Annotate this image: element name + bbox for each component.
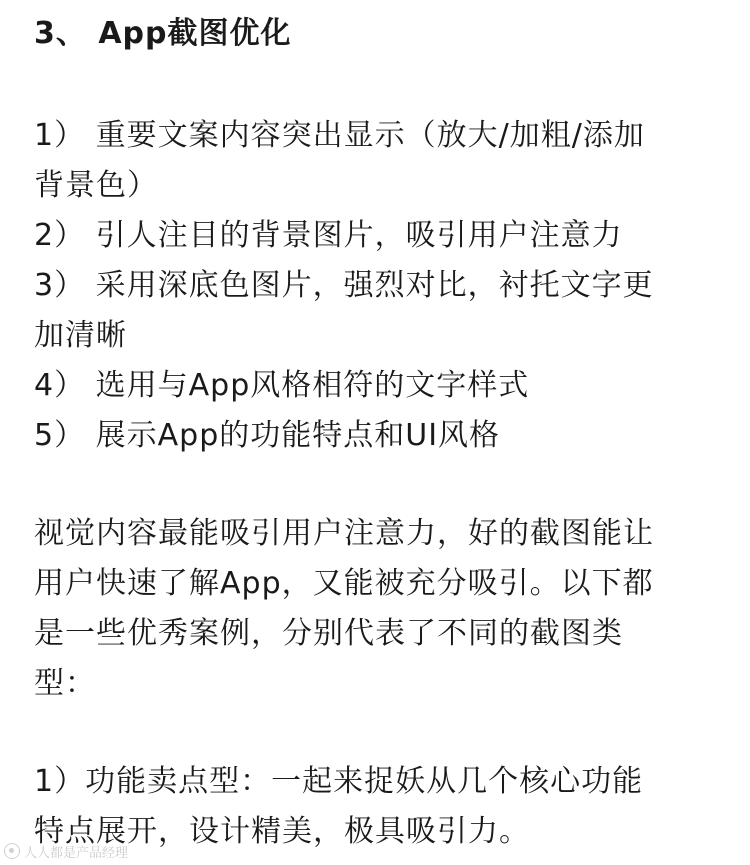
paragraph-line: 型： <box>34 666 96 701</box>
paragraph-line: 用户快速了解App，又能被充分吸引。以下都 <box>34 566 654 601</box>
list-item: 1） 重要文案内容突出显示（放大/加粗/添加 <box>34 118 645 153</box>
list-item-continuation: 特点展开，设计精美，极具吸引力。 <box>34 814 530 849</box>
list-item: 1）功能卖点型：一起来捉妖从几个核心功能 <box>34 764 644 799</box>
list-item-continuation: 加清晰 <box>34 318 127 353</box>
section-heading: 3、 App截图优化 <box>34 16 292 51</box>
watermark-text: 人人都是产品经理 <box>24 845 129 861</box>
camera-logo-icon <box>4 843 20 859</box>
list-item-continuation: 背景色） <box>34 168 158 203</box>
watermark <box>4 840 128 862</box>
list-item: 3） 采用深底色图片，强烈对比，衬托文字更 <box>34 268 654 303</box>
paragraph-line: 视觉内容最能吸引用户注意力，好的截图能让 <box>34 516 654 551</box>
list-item: 5） 展示App的功能特点和UI风格 <box>34 418 501 453</box>
paragraph-line: 是一些优秀案例，分别代表了不同的截图类 <box>34 616 623 651</box>
list-item: 4） 选用与App风格相符的文字样式 <box>34 368 530 403</box>
list-item: 2） 引人注目的背景图片，吸引用户注意力 <box>34 218 623 253</box>
